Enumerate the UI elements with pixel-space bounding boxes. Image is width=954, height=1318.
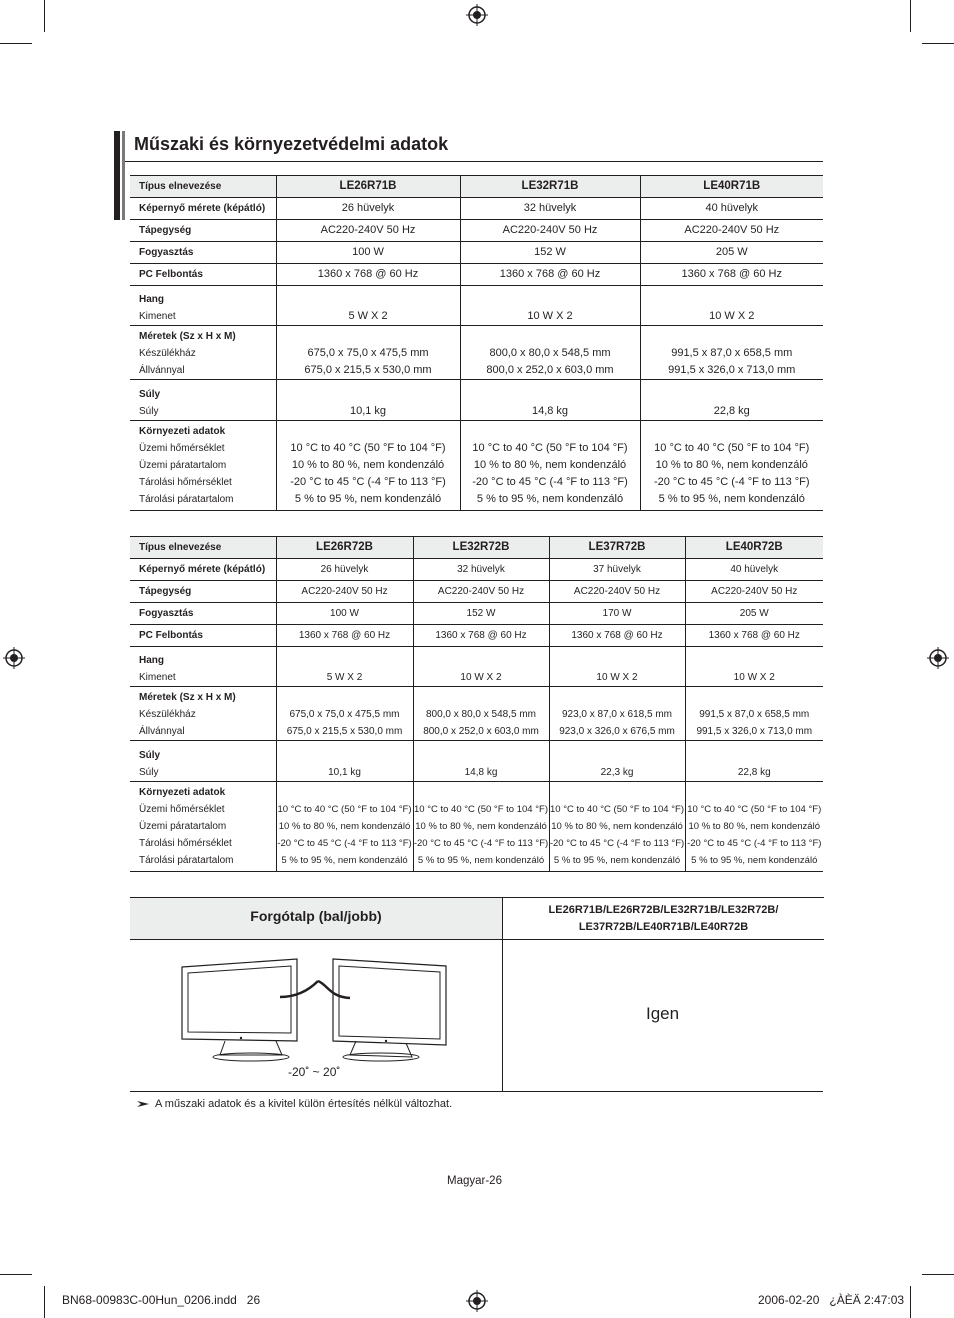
table-cell: 5 W X 2 (276, 286, 460, 326)
table-cell: 22,3 kg (549, 741, 685, 782)
note-text: A műszaki adatok és a kivitel külön értesítés nélkül változhat. (155, 1098, 453, 1110)
table-cell: 152 W (413, 603, 549, 625)
header-cell: Típus elnevezése (130, 176, 276, 198)
table-cell: 5 % to 95 %, nem kondenzáló (417, 855, 545, 866)
table-cell: -20 °C to 45 °C (-4 °F to 113 °F) (653, 476, 810, 488)
table-row (130, 176, 823, 198)
row-sublabel: Állvánnyal (139, 365, 185, 376)
table-cell: -20 °C to 45 °C (-4 °F to 113 °F) (687, 838, 822, 849)
table-row (130, 782, 823, 872)
row-label: Tápegység (139, 586, 192, 597)
table-row (130, 741, 823, 782)
crop-mark (0, 43, 32, 44)
row-sublabel: Állvánnyal (139, 726, 185, 737)
table-cell: 1360 x 768 @ 60 Hz (549, 625, 685, 647)
page-title: Műszaki és környezetvédelmi adatok (134, 134, 449, 154)
row-label: Súly (139, 389, 161, 400)
table-cell: 675,0 x 215,5 x 530,0 mm (304, 364, 432, 376)
table-cell: -20 °C to 45 °C (-4 °F to 113 °F) (549, 838, 685, 849)
swivel-table (130, 897, 823, 1092)
table-cell: 40 hüvelyk (685, 559, 823, 581)
row-sublabel: Üzemi páratartalom (139, 460, 227, 471)
divider (130, 1091, 823, 1092)
row-label: Méretek (Sz x H x M) (139, 331, 236, 342)
table-cell: 1360 x 768 @ 60 Hz (640, 264, 823, 286)
table-row (130, 264, 823, 286)
table-cell: 10 °C to 40 °C (50 °F to 104 °F) (549, 804, 684, 815)
row-label: Környezeti adatok (139, 426, 226, 437)
table-cell: 1360 x 768 @ 60 Hz (276, 264, 460, 286)
row-sublabel: Üzemi hőmérséklet (139, 804, 225, 815)
table-row (130, 286, 823, 326)
table-cell: 675,0 x 75,0 x 475,5 mm (307, 347, 429, 359)
row-sublabel: Kimenet (139, 311, 176, 322)
table-row (130, 326, 823, 380)
title-bar (114, 131, 120, 220)
table-cell: 26 hüvelyk (276, 559, 413, 581)
swivel-header: Forgótalp (bal/jobb) (130, 897, 502, 940)
header-cell: LE32R71B (460, 176, 640, 198)
table-row (130, 625, 823, 647)
row-label: Képernyő mérete (képátló) (139, 203, 266, 214)
table-cell: 923,0 x 326,0 x 676,5 mm (559, 726, 675, 737)
row-label: Fogyasztás (139, 608, 194, 619)
table-row (130, 603, 823, 625)
table-cell: 800,0 x 252,0 x 603,0 mm (423, 726, 539, 737)
registration-mark-icon (466, 4, 488, 26)
spec-table-r71b (130, 175, 823, 511)
table-cell: 10 °C to 40 °C (50 °F to 104 °F) (277, 804, 412, 815)
table-cell: 10 % to 80 %, nem kondenzáló (415, 821, 547, 832)
table-cell: 5 % to 95 %, nem kondenzáló (294, 493, 442, 505)
table-cell: 5 % to 95 %, nem kondenzáló (553, 855, 681, 866)
crop-mark (910, 0, 911, 32)
table-cell: 14,8 kg (460, 380, 640, 421)
table-cell: AC220-240V 50 Hz (640, 220, 823, 242)
row-label: Hang (139, 294, 164, 305)
row-sublabel: Kimenet (139, 672, 176, 683)
row-sublabel: Tárolási páratartalom (139, 494, 234, 505)
table-cell: 10,1 kg (276, 741, 413, 782)
table-cell: 5 % to 95 %, nem kondenzáló (658, 493, 805, 505)
table-cell: 1360 x 768 @ 60 Hz (685, 625, 823, 647)
table-cell: 10 % to 80 %, nem kondenzáló (278, 821, 411, 832)
table-cell: 10 °C to 40 °C (50 °F to 104 °F) (413, 804, 548, 815)
crop-mark (44, 1286, 45, 1318)
crop-mark (910, 1286, 911, 1318)
table-row (130, 559, 823, 581)
table-cell: 991,5 x 326,0 x 713,0 mm (668, 364, 796, 376)
header-cell: LE40R72B (685, 537, 823, 559)
row-sublabel: Üzemi páratartalom (139, 821, 227, 832)
row-label: Tápegység (139, 225, 192, 236)
arrow-icon (137, 1099, 151, 1109)
row-label: Fogyasztás (139, 247, 194, 258)
table-cell: 800,0 x 252,0 x 603,0 mm (486, 364, 614, 376)
table-cell: 5 W X 2 (276, 647, 413, 687)
title-bar (122, 131, 125, 220)
row-sublabel: Tárolási hőmérséklet (139, 838, 232, 849)
table-row (130, 242, 823, 264)
table-cell: 10 W X 2 (685, 647, 823, 687)
table-cell: 37 hüvelyk (549, 559, 685, 581)
table-cell: -20 °C to 45 °C (-4 °F to 113 °F) (472, 476, 628, 488)
table-cell: 1360 x 768 @ 60 Hz (276, 625, 413, 647)
table-row (130, 581, 823, 603)
row-label: Képernyő mérete (képátló) (139, 564, 266, 575)
table-cell: 1360 x 768 @ 60 Hz (413, 625, 549, 647)
swivel-models-line: LE26R71B/LE26R72B/LE32R71B/LE32R72B/ (548, 904, 779, 916)
table-cell: 22,8 kg (685, 741, 823, 782)
table-cell: 14,8 kg (413, 741, 549, 782)
table-cell: 10 °C to 40 °C (50 °F to 104 °F) (472, 442, 628, 454)
table-cell: -20 °C to 45 °C (-4 °F to 113 °F) (413, 838, 549, 849)
table-cell: 22,8 kg (640, 380, 823, 421)
table-row (130, 647, 823, 687)
table-cell: 1360 x 768 @ 60 Hz (460, 264, 640, 286)
table-cell: 923,0 x 87,0 x 618,5 mm (561, 709, 673, 720)
row-label: PC Felbontás (139, 269, 203, 280)
swivel-models (502, 897, 824, 940)
row-sublabel: Készülékház (139, 348, 196, 359)
header-cell: Típus elnevezése (130, 537, 276, 559)
table-row (130, 687, 823, 741)
table-cell: 800,0 x 80,0 x 548,5 mm (425, 709, 537, 720)
table-row (130, 198, 823, 220)
header-cell: LE26R72B (276, 537, 413, 559)
footer-date: 2006-02-20 ¿ÀÈÄ 2:47:03 (758, 1293, 905, 1307)
table-cell: 991,5 x 87,0 x 658,5 mm (671, 347, 793, 359)
swivel-answer: Igen (646, 1004, 680, 1023)
table-cell: AC220-240V 50 Hz (276, 220, 460, 242)
table-cell: 991,5 x 326,0 x 713,0 mm (696, 726, 813, 737)
table-cell: 5 % to 95 %, nem kondenzáló (476, 493, 624, 505)
table-row (130, 421, 823, 511)
spec-table-r72b (130, 536, 823, 872)
table-cell: AC220-240V 50 Hz (685, 581, 823, 603)
table-cell: AC220-240V 50 Hz (413, 581, 549, 603)
row-sublabel: Tárolási hőmérséklet (139, 477, 232, 488)
row-label: PC Felbontás (139, 630, 203, 641)
table-cell: 32 hüvelyk (413, 559, 549, 581)
table-cell: 100 W (276, 603, 413, 625)
table-cell: AC220-240V 50 Hz (460, 220, 640, 242)
header-cell: LE37R72B (549, 537, 685, 559)
table-cell: 10 % to 80 %, nem kondenzáló (688, 821, 820, 832)
table-cell: 26 hüvelyk (276, 198, 460, 220)
crop-mark (922, 1274, 954, 1275)
table-cell: 10 % to 80 %, nem kondenzáló (291, 459, 445, 471)
page-number: Magyar-26 (447, 1175, 502, 1187)
table-cell: 40 hüvelyk (640, 198, 823, 220)
table-cell: 10 °C to 40 °C (50 °F to 104 °F) (654, 442, 810, 454)
table-cell: 675,0 x 215,5 x 530,0 mm (286, 726, 403, 737)
table-cell: 800,0 x 80,0 x 548,5 mm (489, 347, 611, 359)
row-sublabel: Tárolási páratartalom (139, 855, 234, 866)
row-label: Súly (139, 750, 161, 761)
table-cell: 205 W (640, 242, 823, 264)
table-cell: AC220-240V 50 Hz (276, 581, 413, 603)
row-sublabel: Súly (139, 406, 159, 417)
crop-mark (922, 43, 954, 44)
header-cell: LE40R71B (640, 176, 823, 198)
crop-mark (0, 1274, 32, 1275)
registration-mark-icon (3, 647, 25, 669)
table-cell: 10 W X 2 (640, 286, 823, 326)
row-label: Hang (139, 655, 164, 666)
row-sublabel: Üzemi hőmérséklet (139, 443, 225, 454)
row-label: Méretek (Sz x H x M) (139, 692, 236, 703)
note (137, 1098, 452, 1110)
table-cell: 170 W (549, 603, 685, 625)
registration-mark-icon (466, 1290, 488, 1312)
crop-mark (44, 0, 45, 32)
footer-file: BN68-00983C-00Hun_0206.indd 26 (62, 1293, 261, 1307)
row-sublabel: Súly (139, 767, 159, 778)
table-row (130, 380, 823, 421)
table-cell: -20 °C to 45 °C (-4 °F to 113 °F) (290, 476, 446, 488)
table-cell: 10 °C to 40 °C (50 °F to 104 °F) (290, 442, 446, 454)
divider (502, 938, 503, 1092)
table-cell: 991,5 x 87,0 x 658,5 mm (699, 709, 810, 720)
table-cell: 10 W X 2 (549, 647, 685, 687)
table-cell: 10 W X 2 (460, 286, 640, 326)
header-cell: LE32R72B (413, 537, 549, 559)
swivel-tv-illustration (180, 953, 450, 1065)
table-cell: AC220-240V 50 Hz (549, 581, 685, 603)
row-label: Környezeti adatok (139, 787, 226, 798)
table-cell: 10,1 kg (276, 380, 460, 421)
table-cell: 10 % to 80 %, nem kondenzáló (473, 459, 627, 471)
table-cell: -20 °C to 45 °C (-4 °F to 113 °F) (277, 838, 412, 849)
table-cell: 10 % to 80 %, nem kondenzáló (551, 821, 683, 832)
header-cell: LE26R71B (276, 176, 460, 198)
table-cell: 32 hüvelyk (460, 198, 640, 220)
swivel-angle: -20˚ ~ 20˚ (288, 1065, 341, 1079)
table-row (130, 220, 823, 242)
table-cell: 10 W X 2 (413, 647, 549, 687)
table-cell: 205 W (685, 603, 823, 625)
table-cell: 5 % to 95 %, nem kondenzáló (691, 855, 818, 866)
table-cell: 152 W (460, 242, 640, 264)
registration-mark-icon (927, 647, 949, 669)
table-cell: 10 °C to 40 °C (50 °F to 104 °F) (687, 804, 822, 815)
swivel-models-line: LE37R72B/LE40R71B/LE40R72B (578, 921, 749, 933)
table-cell: 5 % to 95 %, nem kondenzáló (281, 855, 408, 866)
table-cell: 100 W (276, 242, 460, 264)
table-cell: 10 % to 80 %, nem kondenzáló (655, 459, 808, 471)
title-rule (125, 161, 823, 162)
table-row (130, 537, 823, 559)
row-sublabel: Készülékház (139, 709, 196, 720)
table-cell: 675,0 x 75,0 x 475,5 mm (289, 709, 400, 720)
